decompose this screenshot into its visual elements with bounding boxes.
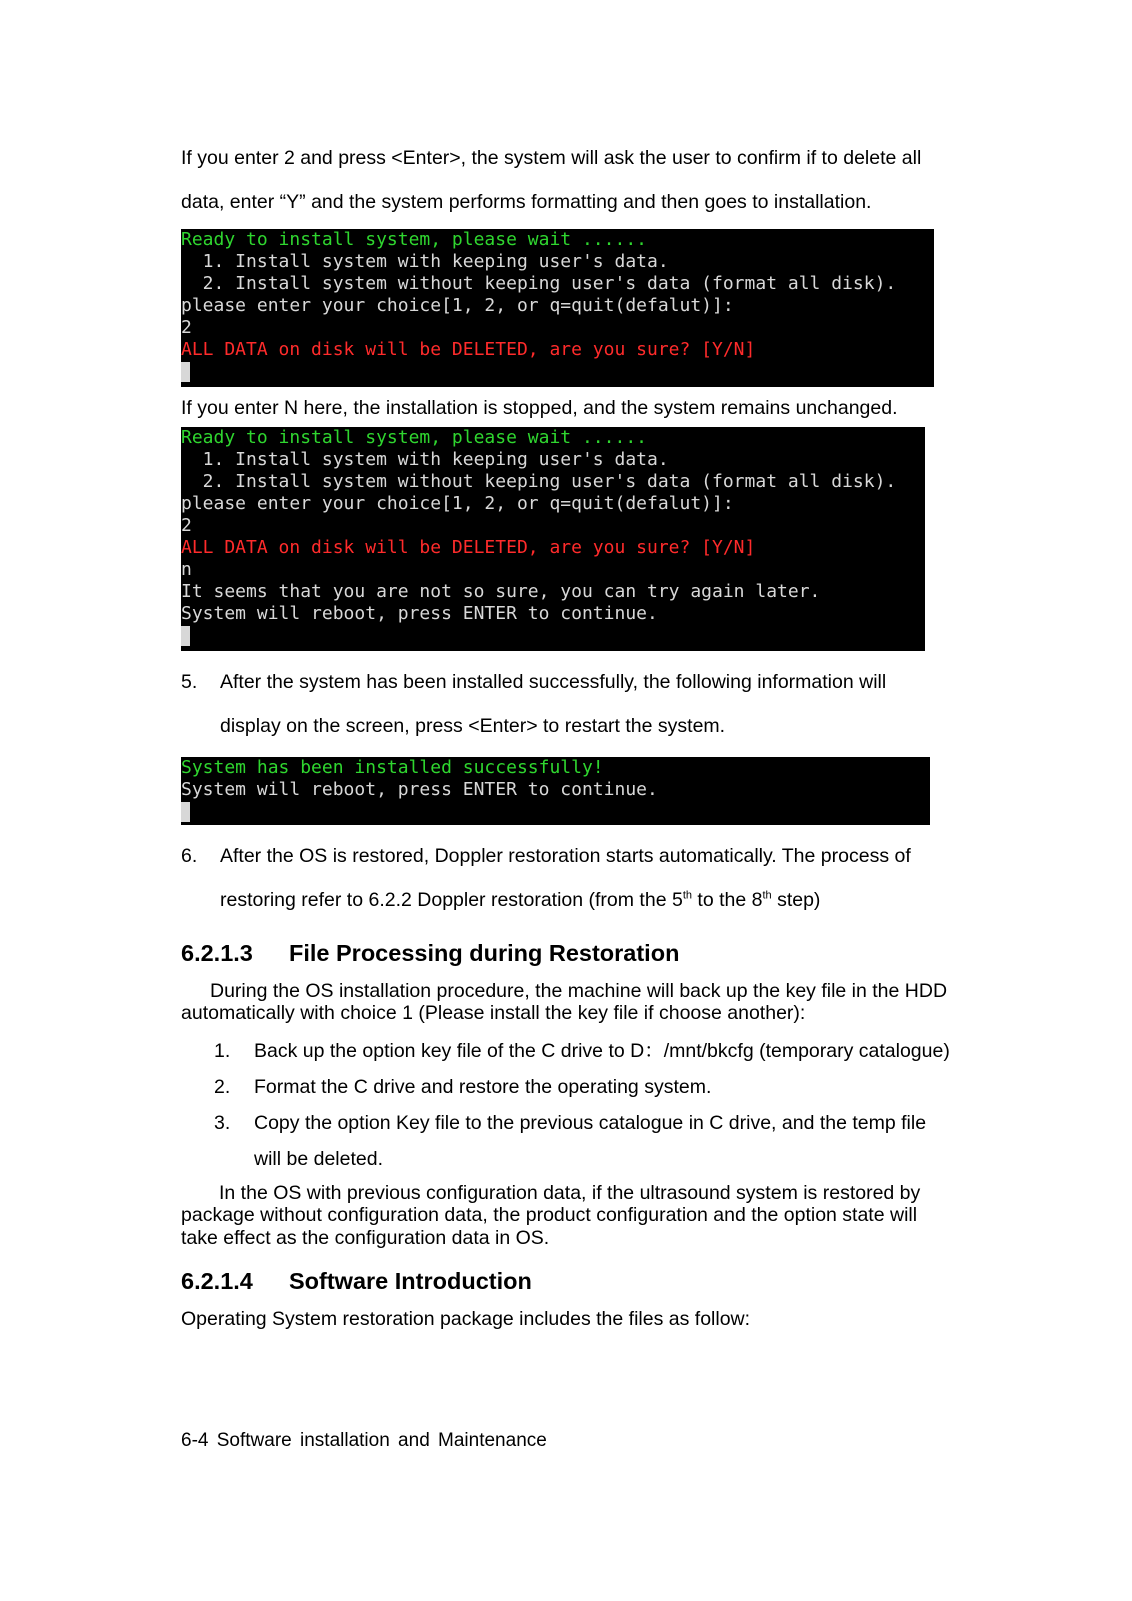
text-run: step): [771, 889, 821, 911]
step-5-line-2: display on the screen, press <Enter> to restart the system.: [220, 715, 726, 737]
terminal-line: 1. Install system with keeping user's data.: [181, 449, 669, 470]
terminal-line: 1. Install system with keeping user's data.: [181, 251, 669, 272]
list-text: Format the C drive and restore the operating system.: [254, 1076, 712, 1098]
step-text: After the system has been installed successfully, the following information will: [220, 671, 887, 693]
superscript: th: [762, 889, 772, 902]
superscript: th: [682, 889, 692, 902]
terminal-cursor: [181, 802, 190, 822]
section-6213-para2-line3: take effect as the configuration data in OS.: [181, 1227, 550, 1249]
intro-line-1: If you enter 2 and press <Enter>, the system will ask the user to confirm if to delete all: [181, 147, 922, 169]
step-number: 5.: [181, 671, 198, 693]
section-title: File Processing during Restoration: [289, 940, 680, 966]
after-terminal-1-text: If you enter N here, the installation is stopped, and the system remains unchanged.: [181, 397, 898, 419]
section-6214-para: Operating System restoration package includes the files as follow:: [181, 1308, 751, 1330]
terminal-screenshot-1: [181, 229, 934, 387]
list-number: 1.: [214, 1040, 231, 1062]
terminal-warning-line: ALL DATA on disk will be DELETED, are you sure? [Y/N]: [181, 339, 756, 360]
intro-line-2: data, enter “Y” and the system performs formatting and then goes to installation.: [181, 191, 872, 213]
page-footer: 6-4 Software installation and Maintenance: [181, 1430, 547, 1451]
section-6213-para2-line2: package without configuration data, the product configuration and the option state will: [181, 1204, 918, 1226]
text-run: to the 8: [692, 889, 763, 911]
section-number: 6.2.1.3: [181, 940, 253, 966]
terminal-line: please enter your choice[1, 2, or q=quit(defalut)]:: [181, 493, 734, 514]
section-heading-6213: [181, 940, 679, 967]
terminal-warning-line: ALL DATA on disk will be DELETED, are you sure? [Y/N]: [181, 537, 756, 558]
section-6213-para2-line1: In the OS with previous configuration data, if the ultrasound system is restored by: [219, 1182, 921, 1204]
section-number: 6.2.1.4: [181, 1268, 253, 1294]
step-6-line-2: [220, 888, 820, 912]
terminal-line: 2: [181, 515, 192, 536]
terminal-line: 2. Install system without keeping user's data (format all disk).: [181, 273, 897, 294]
step-number: 6.: [181, 845, 198, 867]
terminal-line: please enter your choice[1, 2, or q=quit(defalut)]:: [181, 295, 734, 316]
list-text: Copy the option Key file to the previous catalogue in C drive, and the temp file: [254, 1112, 927, 1134]
list-text: Back up the option key file of the C drive to D：/mnt/bkcfg (temporary catalogue): [254, 1040, 950, 1062]
terminal-line: System has been installed successfully!: [181, 757, 604, 778]
terminal-cursor: [181, 362, 190, 382]
terminal-line: n: [181, 559, 192, 580]
list-number: 2.: [214, 1076, 231, 1098]
terminal-line: 2. Install system without keeping user's data (format all disk).: [181, 471, 897, 492]
terminal-line: Ready to install system, please wait ......: [181, 427, 647, 448]
section-title: Software Introduction: [289, 1268, 532, 1294]
step-text: After the OS is restored, Doppler restoration starts automatically. The process of: [220, 845, 911, 867]
terminal-line: It seems that you are not so sure, you can try again later.: [181, 581, 821, 602]
list-item-continuation: will be deleted.: [254, 1148, 383, 1170]
section-heading-6214: [181, 1268, 532, 1295]
section-6213-para1-line2: automatically with choice 1 (Please install the key file if choose another):: [181, 1002, 806, 1024]
terminal-line: System will reboot, press ENTER to continue.: [181, 779, 658, 800]
terminal-line: Ready to install system, please wait ......: [181, 229, 647, 250]
terminal-screenshot-3: [181, 757, 930, 825]
terminal-line: System will reboot, press ENTER to continue.: [181, 603, 658, 624]
list-number: 3.: [214, 1112, 231, 1134]
text-run: restoring refer to 6.2.2 Doppler restoration (from the 5: [220, 889, 683, 911]
terminal-cursor: [181, 626, 190, 646]
section-6213-para1-line1: During the OS installation procedure, the machine will back up the key file in the HDD: [210, 980, 948, 1002]
terminal-screenshot-2: [181, 427, 925, 651]
terminal-line: 2: [181, 317, 192, 338]
